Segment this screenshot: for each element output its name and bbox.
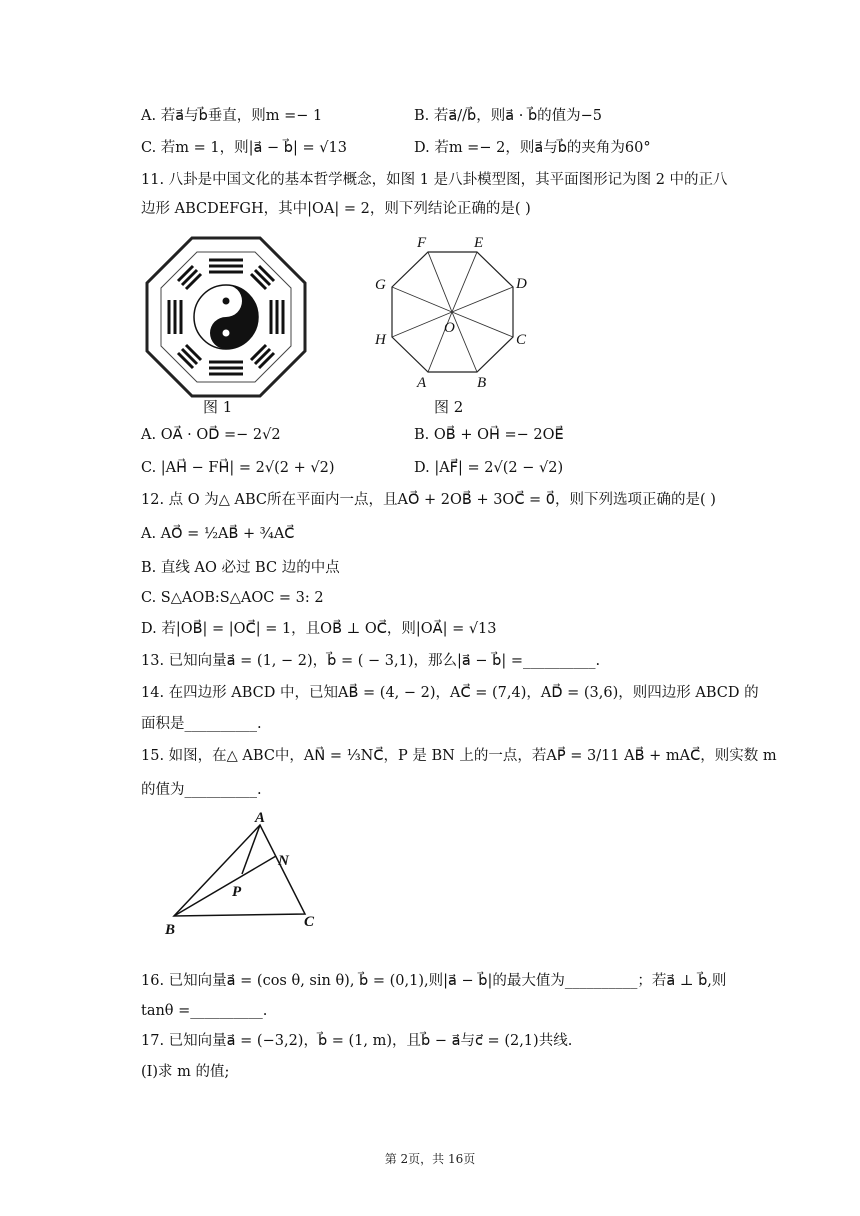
q12-stem: 12. 点 O 为△ ABC所在平面内一点，且AO⃗ + 2OB⃗ + 3OC⃗ = 0⃗，则下列选项正确的是( ) bbox=[141, 492, 716, 508]
q11-stem-line1: 11. 八卦是中国文化的基本哲学概念，如图 1 是八卦模型图，其平面图形记为图 2 中的正八 bbox=[141, 172, 728, 188]
q11-option-b: B. OB⃗ + OH⃗ =− 2OE⃗ bbox=[414, 427, 564, 443]
q11-stem-line2: 边形 ABCDEFGH，其中|OA| = 2，则下列结论正确的是( ) bbox=[141, 201, 531, 217]
label-F: F bbox=[417, 235, 427, 251]
q10-option-a: A. 若a⃗与b⃗垂直，则m =− 1 bbox=[141, 108, 323, 124]
octagon-figure bbox=[370, 232, 535, 392]
q12-option-a: A. AO⃗ = ½AB⃗ + ¾AC⃗ bbox=[141, 526, 295, 542]
q12-option-d: D. 若|OB⃗| = |OC⃗| = 1，且OB⃗ ⊥ OC⃗，则|OA⃗| = √13 bbox=[141, 621, 497, 637]
bagua-figure bbox=[145, 236, 307, 398]
q17-line2: (Ⅰ)求 m 的值; bbox=[141, 1064, 230, 1080]
q16-line2: tanθ =__________. bbox=[141, 1003, 268, 1019]
q10-option-c: C. 若m = 1，则|a⃗ − b⃗| = √13 bbox=[141, 140, 347, 156]
tri-label-B: B bbox=[165, 922, 176, 938]
q11-option-d: D. |AF⃗| = 2√(2 − √2) bbox=[414, 460, 564, 476]
label-H: H bbox=[375, 332, 386, 348]
label-C: C bbox=[516, 332, 527, 348]
q11-option-a: A. OA⃗ · OD⃗ =− 2√2 bbox=[141, 427, 281, 443]
q15-line2: 的值为__________. bbox=[141, 782, 262, 798]
page-footer: 第 2页，共 16页 bbox=[384, 1152, 476, 1166]
label-A: A bbox=[417, 375, 427, 391]
q12-option-c: C. S△AOB:S△AOC = 3: 2 bbox=[141, 590, 324, 606]
label-O: O bbox=[444, 320, 455, 336]
tri-label-C: C bbox=[304, 914, 315, 930]
q16-line1: 16. 已知向量a⃗ = (cos θ, sin θ), b⃗ = (0,1),则|a⃗ − b⃗|的最大值为__________；若a⃗ ⊥ b⃗,则 bbox=[141, 973, 727, 989]
triangle-figure bbox=[160, 810, 330, 940]
q14-line1: 14. 在四边形 ABCD 中，已知AB⃗ = (4, − 2)，AC⃗ = (7,4)，AD⃗ = (3,6)，则四边形 ABCD 的 bbox=[141, 685, 759, 701]
q13-stem: 13. 已知向量a⃗ = (1, − 2)，b⃗ = ( − 3,1)，那么|a⃗ − b⃗| =__________. bbox=[141, 653, 601, 669]
q14-line2: 面积是__________. bbox=[141, 716, 262, 732]
q10-option-b: B. 若a⃗//b⃗，则a⃗ · b⃗的值为−5 bbox=[414, 108, 603, 124]
label-D: D bbox=[516, 276, 527, 292]
q15-line1: 15. 如图，在△ ABC中，AN⃗ = ⅓NC⃗，P 是 BN 上的一点，若AP⃗ = 3/11 AB⃗ + mAC⃗，则实数 m bbox=[141, 748, 777, 764]
q11-option-c: C. |AH⃗ − FH⃗| = 2√(2 + √2) bbox=[141, 460, 335, 476]
label-B: B bbox=[477, 375, 487, 391]
figure2-caption: 图 2 bbox=[434, 398, 464, 416]
figure1-caption: 图 1 bbox=[203, 398, 233, 416]
label-G: G bbox=[375, 277, 386, 293]
q10-option-d: D. 若m =− 2，则a⃗与b⃗的夹角为60° bbox=[414, 140, 651, 156]
q17-line1: 17. 已知向量a⃗ = (−3,2)，b⃗ = (1, m)，且b⃗ − a⃗与c⃗ = (2,1)共线. bbox=[141, 1033, 573, 1049]
label-E: E bbox=[474, 235, 484, 251]
tri-label-A: A bbox=[255, 810, 266, 826]
tri-label-P: P bbox=[232, 884, 242, 900]
q12-option-b: B. 直线 AO 必过 BC 边的中点 bbox=[141, 560, 340, 576]
tri-label-N: N bbox=[278, 853, 289, 869]
